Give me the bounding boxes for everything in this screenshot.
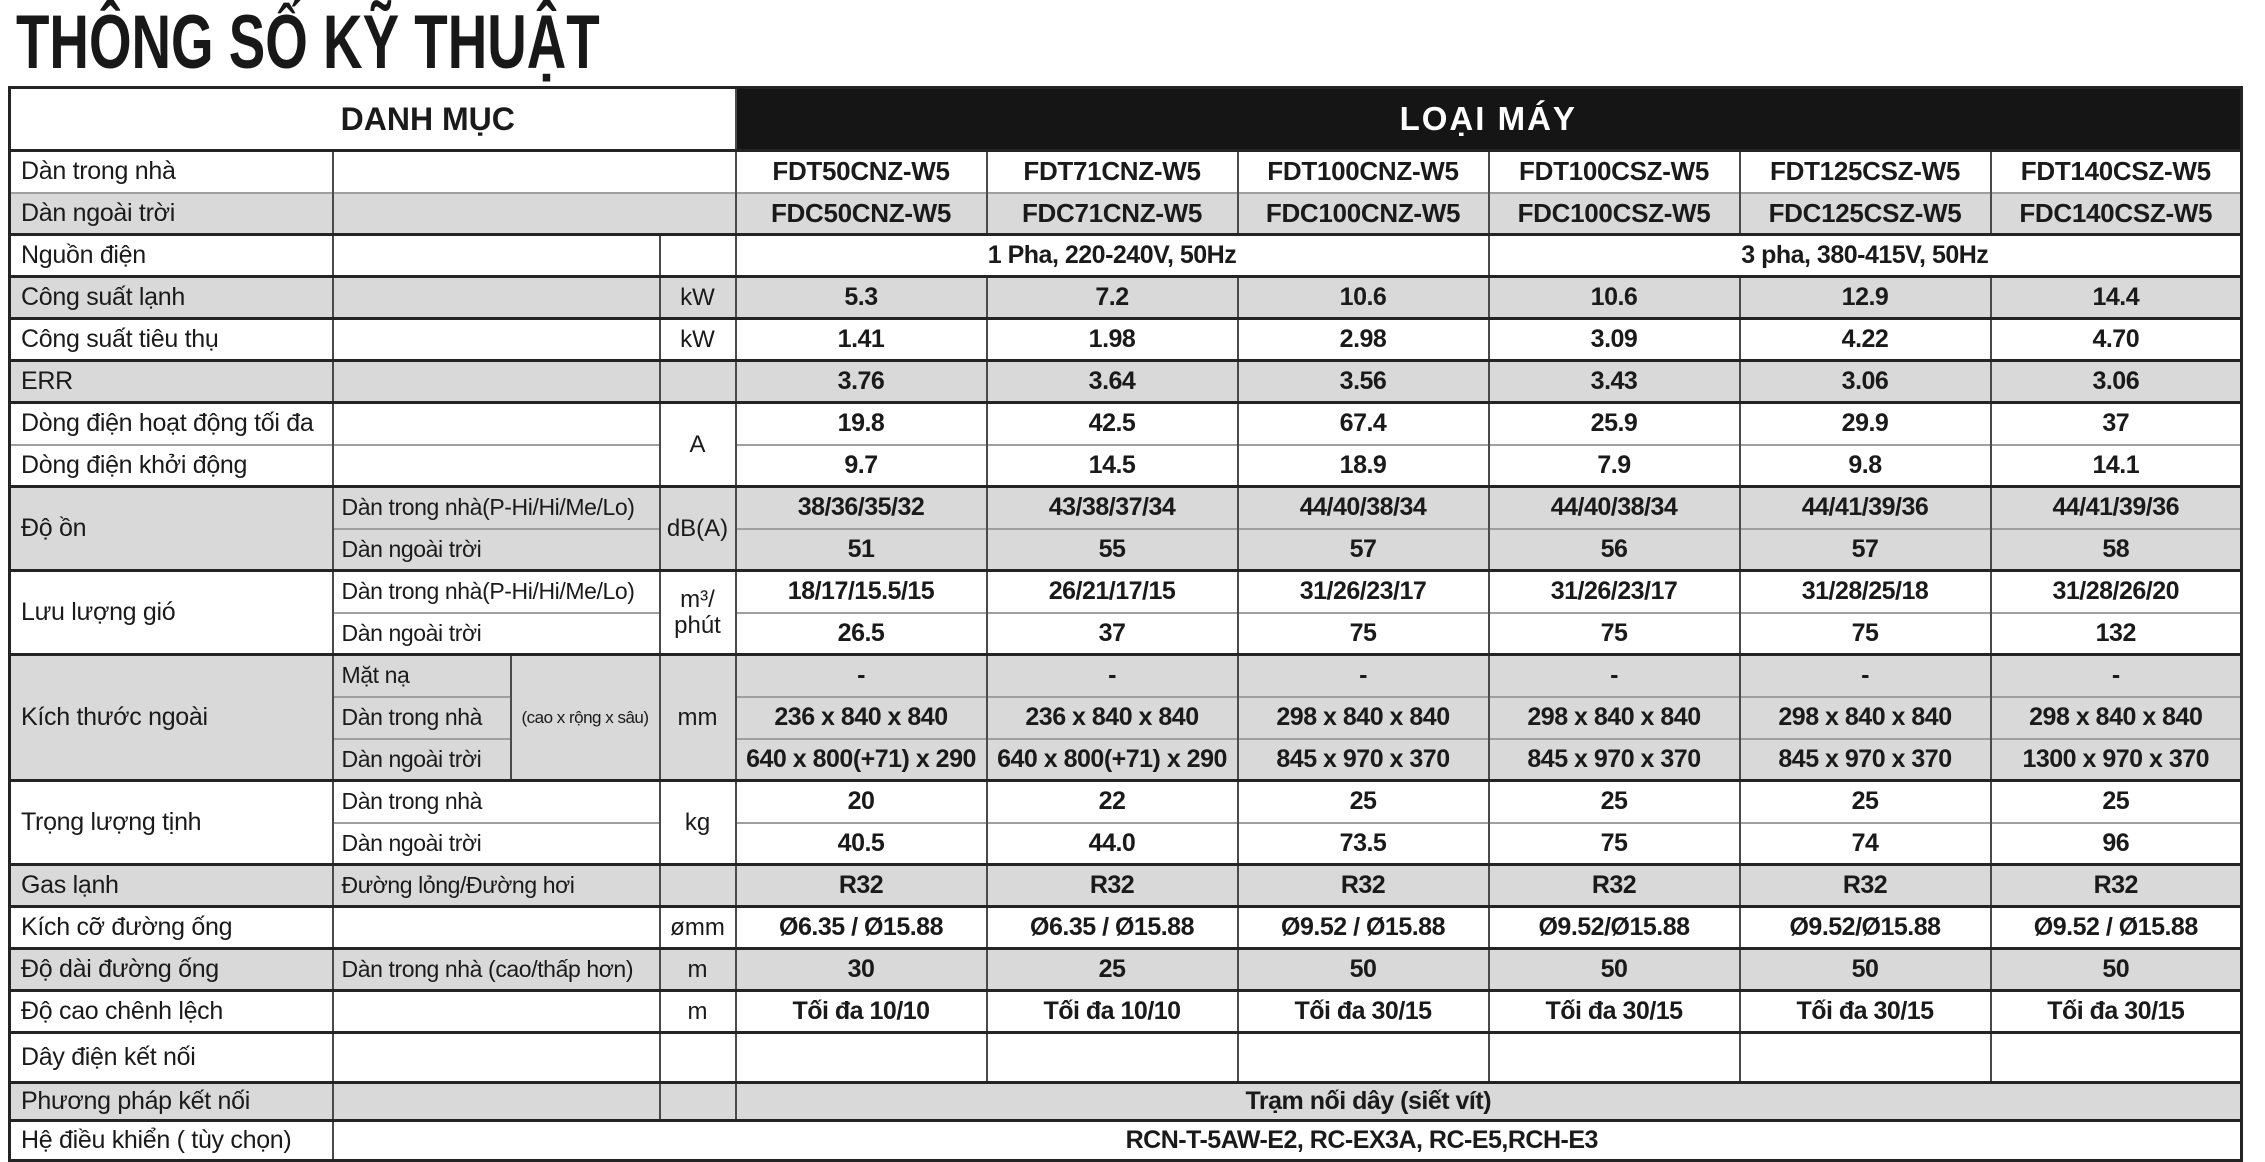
sub-label: Dàn trong nhà <box>333 697 511 739</box>
empty-cell <box>333 277 660 319</box>
empty-cell <box>333 235 660 277</box>
cell: 44/40/38/34 <box>1489 487 1740 529</box>
empty-cell <box>333 1033 660 1083</box>
row-indoor-model <box>10 151 2242 193</box>
cell: 18/17/15.5/15 <box>736 571 987 613</box>
cell: 298 x 840 x 840 <box>1740 697 1991 739</box>
cell: 14.5 <box>987 445 1238 487</box>
empty-cell <box>1740 1033 1991 1083</box>
cell: 10.6 <box>1489 277 1740 319</box>
row-label: Trọng lượng tịnh <box>10 781 333 865</box>
cell: 20 <box>736 781 987 823</box>
unit-cell: A <box>660 403 736 487</box>
cell: Ø9.52/Ø15.88 <box>1489 907 1740 949</box>
unit-cell <box>660 235 736 277</box>
cell: R32 <box>1740 865 1991 907</box>
cell: 19.8 <box>736 403 987 445</box>
sub-label: Dàn ngoài trời <box>333 529 660 571</box>
cell: FDC100CSZ-W5 <box>1489 193 1740 235</box>
empty-cell <box>333 319 660 361</box>
cell: 7.2 <box>987 277 1238 319</box>
unit-cell <box>660 571 736 655</box>
cell: 75 <box>1238 613 1489 655</box>
row-label: Dòng điện khởi động <box>10 445 333 487</box>
cell: 75 <box>1489 823 1740 865</box>
row-airflow-outdoor <box>10 613 2242 655</box>
cell: 845 x 970 x 370 <box>1740 739 1991 781</box>
empty-cell <box>1489 1033 1740 1083</box>
empty-cell <box>736 1033 987 1083</box>
cell: - <box>987 655 1238 697</box>
unit-cell: ømm <box>660 907 736 949</box>
unit-cell: kW <box>660 319 736 361</box>
cell: R32 <box>987 865 1238 907</box>
sub-label: Dàn ngoài trời <box>333 823 660 865</box>
cell: 7.9 <box>1489 445 1740 487</box>
cell: - <box>1238 655 1489 697</box>
cell: Ø6.35 / Ø15.88 <box>736 907 987 949</box>
row-dimensions-outdoor <box>10 739 2242 781</box>
cell: 73.5 <box>1238 823 1489 865</box>
cell: Tối đa 30/15 <box>1489 991 1740 1033</box>
unit-cell: m <box>660 949 736 991</box>
cell: 25 <box>1238 781 1489 823</box>
row-refrigerant <box>10 865 2242 907</box>
cell: 26/21/17/15 <box>987 571 1238 613</box>
unit-cell: mm <box>660 655 736 781</box>
sub-label: Dàn trong nhà (cao/thấp hơn) <box>333 949 660 991</box>
cell: 3.06 <box>1740 361 1991 403</box>
cell: 31/28/25/18 <box>1740 571 1991 613</box>
unit-cell <box>660 1033 736 1083</box>
row-outdoor-model <box>10 193 2242 235</box>
row-dimensions-panel <box>10 655 2242 697</box>
row-power-source <box>10 235 2242 277</box>
row-starting-current <box>10 445 2242 487</box>
cell: FDT50CNZ-W5 <box>736 151 987 193</box>
row-label: ERR <box>10 361 333 403</box>
row-noise-outdoor <box>10 529 2242 571</box>
cell: Ø9.52 / Ø15.88 <box>1238 907 1489 949</box>
cell: - <box>1991 655 2242 697</box>
cell: FDC125CSZ-W5 <box>1740 193 1991 235</box>
cell: 31/26/23/17 <box>1238 571 1489 613</box>
row-label: Độ ồn <box>10 487 333 571</box>
empty-cell <box>333 403 660 445</box>
cell: FDC140CSZ-W5 <box>1991 193 2242 235</box>
cell: 236 x 840 x 840 <box>987 697 1238 739</box>
empty-cell <box>1991 1033 2242 1083</box>
row-airflow-indoor <box>10 571 2242 613</box>
empty-cell <box>333 151 736 193</box>
cell: 96 <box>1991 823 2242 865</box>
cell: 30 <box>736 949 987 991</box>
cell: 5.3 <box>736 277 987 319</box>
empty-cell <box>1238 1033 1489 1083</box>
cell: Ø9.52/Ø15.88 <box>1740 907 1991 949</box>
cell: 3.56 <box>1238 361 1489 403</box>
cell: Tối đa 30/15 <box>1991 991 2242 1033</box>
cell: 1.41 <box>736 319 987 361</box>
unit-cell <box>660 865 736 907</box>
cell: - <box>1740 655 1991 697</box>
cell: 10.6 <box>1238 277 1489 319</box>
cell: 2.98 <box>1238 319 1489 361</box>
row-label: Lưu lượng gió <box>10 571 333 655</box>
cell: FDT125CSZ-W5 <box>1740 151 1991 193</box>
cell: 3.43 <box>1489 361 1740 403</box>
cell: 57 <box>1740 529 1991 571</box>
row-label: Phương pháp kết nối <box>10 1083 333 1121</box>
cell: 12.9 <box>1740 277 1991 319</box>
cell: FDC50CNZ-W5 <box>736 193 987 235</box>
row-label: Kích thước ngoài <box>10 655 333 781</box>
empty-cell <box>333 361 660 403</box>
cell: 9.8 <box>1740 445 1991 487</box>
cell: FDC100CNZ-W5 <box>1238 193 1489 235</box>
cell: Tối đa 30/15 <box>1238 991 1489 1033</box>
sub-label: Dàn trong nhà(P-Hi/Hi/Me/Lo) <box>333 571 660 613</box>
cell: 38/36/35/32 <box>736 487 987 529</box>
row-noise-indoor <box>10 487 2242 529</box>
cell-three-phase: 3 pha, 380-415V, 50Hz <box>1489 235 2242 277</box>
cell: 3.76 <box>736 361 987 403</box>
row-weight-indoor <box>10 781 2242 823</box>
cell: FDT100CSZ-W5 <box>1489 151 1740 193</box>
row-label: Gas lạnh <box>10 865 333 907</box>
row-connection-wire <box>10 1033 2242 1083</box>
cell: Tối đa 10/10 <box>736 991 987 1033</box>
cell: 37 <box>987 613 1238 655</box>
cell: 50 <box>1991 949 2242 991</box>
row-label: Độ dài đường ống <box>10 949 333 991</box>
row-connection-method <box>10 1083 2242 1121</box>
row-label: Nguồn điện <box>10 235 333 277</box>
cell: 298 x 840 x 840 <box>1489 697 1740 739</box>
unit-cell <box>660 361 736 403</box>
cell: 3.09 <box>1489 319 1740 361</box>
cell: 25 <box>1991 781 2242 823</box>
cell: 50 <box>1740 949 1991 991</box>
dimensions-note: (cao x rộng x sâu) <box>511 655 660 781</box>
empty-cell <box>333 193 736 235</box>
empty-cell <box>333 445 660 487</box>
unit-cell <box>660 1083 736 1121</box>
cell: 44.0 <box>987 823 1238 865</box>
cell: 75 <box>1489 613 1740 655</box>
cell: FDT71CNZ-W5 <box>987 151 1238 193</box>
cell: 42.5 <box>987 403 1238 445</box>
cell: 50 <box>1238 949 1489 991</box>
cell: 4.70 <box>1991 319 2242 361</box>
cell: 26.5 <box>736 613 987 655</box>
row-err <box>10 361 2242 403</box>
cell-connection-method: Trạm nối dây (siết vít) <box>736 1083 2242 1121</box>
cell: R32 <box>736 865 987 907</box>
cell: 29.9 <box>1740 403 1991 445</box>
row-label: Dàn ngoài trời <box>10 193 333 235</box>
empty-cell <box>333 991 660 1033</box>
unit-cell: m <box>660 991 736 1033</box>
unit-line1: m³/ <box>680 585 715 613</box>
cell: 25 <box>1740 781 1991 823</box>
cell: 18.9 <box>1238 445 1489 487</box>
cell: 43/38/37/34 <box>987 487 1238 529</box>
unit-cell: kW <box>660 277 736 319</box>
cell: 298 x 840 x 840 <box>1991 697 2242 739</box>
cell: FDC71CNZ-W5 <box>987 193 1238 235</box>
row-label: Dòng điện hoạt động tối đa <box>10 403 333 445</box>
row-label: Công suất tiêu thụ <box>10 319 333 361</box>
sub-label: Dàn trong nhà <box>333 781 660 823</box>
empty-cell <box>333 907 660 949</box>
cell-controller: RCN-T-5AW-E2, RC-EX3A, RC-E5,RCH-E3 <box>333 1121 2242 1161</box>
sub-label: Dàn ngoài trời <box>333 739 511 781</box>
cell-single-phase: 1 Pha, 220-240V, 50Hz <box>736 235 1489 277</box>
row-power-input <box>10 319 2242 361</box>
cell: 31/26/23/17 <box>1489 571 1740 613</box>
cell: 9.7 <box>736 445 987 487</box>
row-weight-outdoor <box>10 823 2242 865</box>
cell: Tối đa 30/15 <box>1740 991 1991 1033</box>
unit-line2: phút <box>674 611 721 639</box>
cell: 31/28/26/20 <box>1991 571 2242 613</box>
row-cooling-capacity <box>10 277 2242 319</box>
empty-cell <box>987 1033 1238 1083</box>
cell: 25.9 <box>1489 403 1740 445</box>
row-max-current <box>10 403 2242 445</box>
cell: 845 x 970 x 370 <box>1489 739 1740 781</box>
cell: 25 <box>1489 781 1740 823</box>
cell: 1300 x 970 x 370 <box>1991 739 2242 781</box>
cell: 14.1 <box>1991 445 2242 487</box>
cell: 1.98 <box>987 319 1238 361</box>
cell: R32 <box>1489 865 1740 907</box>
row-pipe-length <box>10 949 2242 991</box>
unit-cell: dB(A) <box>660 487 736 571</box>
row-height-difference <box>10 991 2242 1033</box>
cell: 640 x 800(+71) x 290 <box>736 739 987 781</box>
empty-cell <box>333 1083 660 1121</box>
cell: 40.5 <box>736 823 987 865</box>
row-label: Kích cỡ đường ống <box>10 907 333 949</box>
header-category: DANH MỤC <box>10 88 736 151</box>
cell: 57 <box>1238 529 1489 571</box>
cell: 14.4 <box>1991 277 2242 319</box>
page-title: THÔNG SỐ KỸ THUẬT <box>16 0 600 85</box>
cell: R32 <box>1991 865 2242 907</box>
cell: 67.4 <box>1238 403 1489 445</box>
cell: R32 <box>1238 865 1489 907</box>
cell: 37 <box>1991 403 2242 445</box>
cell: 44/41/39/36 <box>1740 487 1991 529</box>
cell: - <box>1489 655 1740 697</box>
cell: 25 <box>987 949 1238 991</box>
cell: Tối đa 10/10 <box>987 991 1238 1033</box>
cell: 55 <box>987 529 1238 571</box>
cell: 236 x 840 x 840 <box>736 697 987 739</box>
sub-label: Dàn trong nhà(P-Hi/Hi/Me/Lo) <box>333 487 660 529</box>
cell: 44/41/39/36 <box>1991 487 2242 529</box>
cell: 4.22 <box>1740 319 1991 361</box>
cell: 50 <box>1489 949 1740 991</box>
cell: 75 <box>1740 613 1991 655</box>
cell: 3.06 <box>1991 361 2242 403</box>
row-label: Dàn trong nhà <box>10 151 333 193</box>
header-machine-type: LOẠI MÁY <box>736 88 2242 151</box>
spec-table <box>8 86 2243 1162</box>
cell: Ø9.52 / Ø15.88 <box>1991 907 2242 949</box>
row-controller <box>10 1121 2242 1161</box>
row-label: Dây điện kết nối <box>10 1033 333 1083</box>
row-dimensions-indoor <box>10 697 2242 739</box>
sub-label: Đường lỏng/Đường hơi <box>333 865 660 907</box>
row-pipe-size <box>10 907 2242 949</box>
cell: FDT100CNZ-W5 <box>1238 151 1489 193</box>
row-label: Hệ điều khiển ( tùy chọn) <box>10 1121 333 1161</box>
cell: FDT140CSZ-W5 <box>1991 151 2242 193</box>
cell: 132 <box>1991 613 2242 655</box>
row-label: Độ cao chênh lệch <box>10 991 333 1033</box>
cell: 74 <box>1740 823 1991 865</box>
cell: 3.64 <box>987 361 1238 403</box>
cell: 845 x 970 x 370 <box>1238 739 1489 781</box>
cell: Ø6.35 / Ø15.88 <box>987 907 1238 949</box>
cell: 56 <box>1489 529 1740 571</box>
unit-cell: kg <box>660 781 736 865</box>
cell: 58 <box>1991 529 2242 571</box>
sub-label: Dàn ngoài trời <box>333 613 660 655</box>
cell: 298 x 840 x 840 <box>1238 697 1489 739</box>
header-row <box>10 88 2242 151</box>
cell: 44/40/38/34 <box>1238 487 1489 529</box>
cell: 51 <box>736 529 987 571</box>
cell: 640 x 800(+71) x 290 <box>987 739 1238 781</box>
row-label: Công suất lạnh <box>10 277 333 319</box>
sub-label: Mặt nạ <box>333 655 511 697</box>
cell: - <box>736 655 987 697</box>
cell: 22 <box>987 781 1238 823</box>
